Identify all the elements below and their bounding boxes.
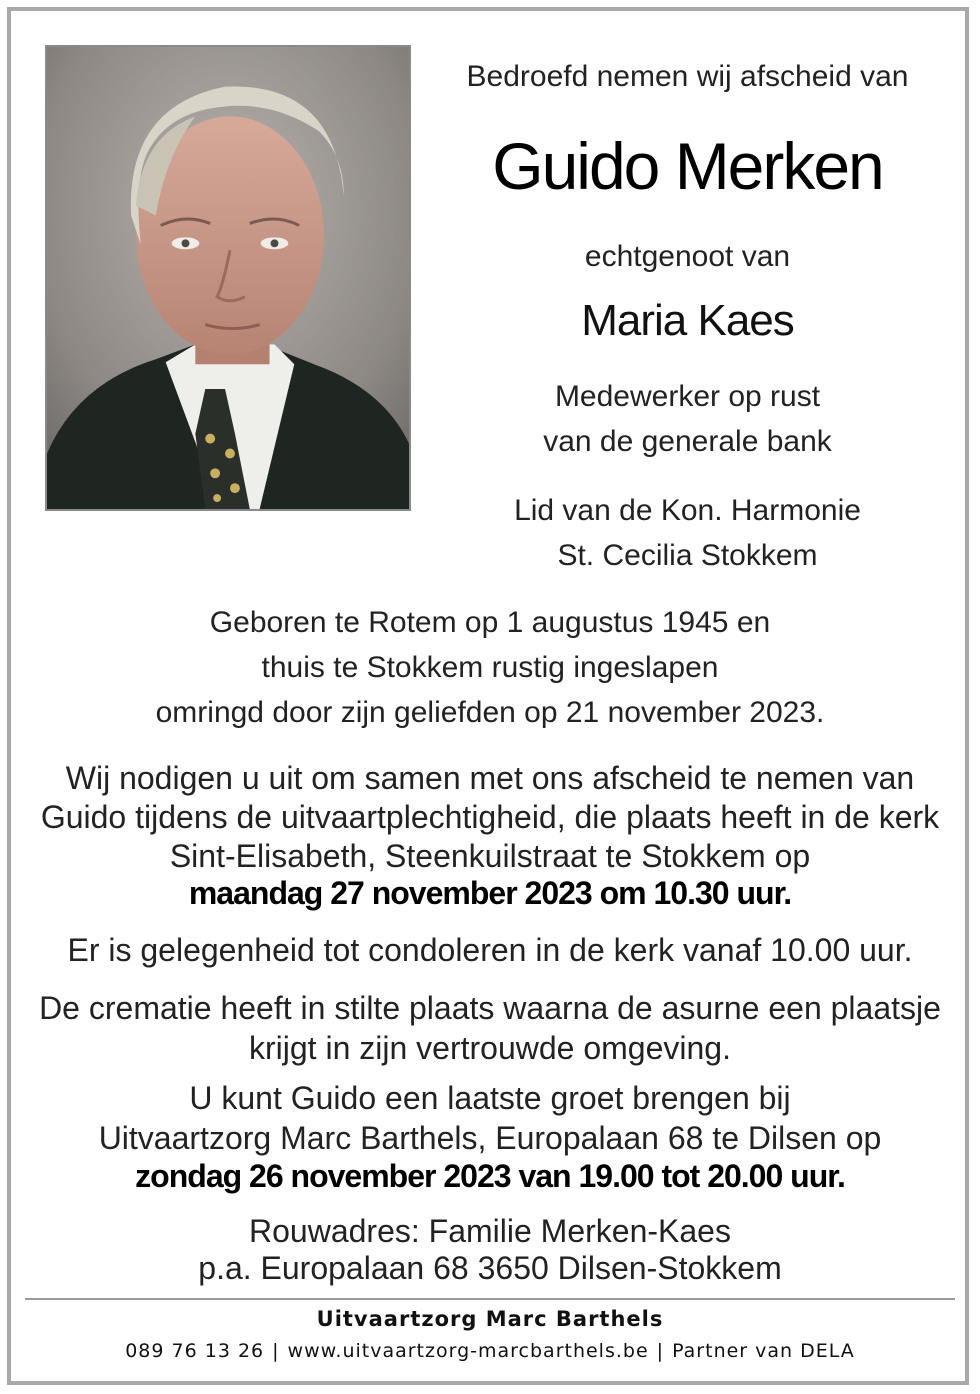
condolence-text: Er is gelegenheid tot condoleren in de kerk vanaf 10.00 uur. [67, 932, 913, 968]
footer-phone[interactable]: 089 76 13 26 [125, 1340, 265, 1362]
footer-separator: | [272, 1340, 280, 1362]
cremation-line-1: De crematie heeft in stilte plaats waarna de asurne een plaatsje [39, 990, 941, 1026]
occupation-line-1: Medewerker op rust [554, 380, 821, 413]
mourning-address-line-1: Rouwadres: Familie Merken-Kaes [249, 1213, 731, 1249]
visitation-date-time: zondag 26 november 2023 van 19.00 tot 20.00 uur. [135, 1158, 845, 1194]
membership-line-1: Lid van de Kon. Harmonie [514, 494, 861, 527]
membership-line-2: St. Cecilia Stokkem [557, 539, 818, 572]
birth-death-line-2: thuis te Stokkem rustig ingeslapen [261, 651, 719, 684]
spouse-name: Maria Kaes [581, 296, 794, 345]
occupation-line-2: van de generale bank [543, 425, 832, 458]
footer-divider [25, 1298, 955, 1300]
visitation-line-1: U kunt Guido een laatste groet brengen bij [189, 1080, 791, 1116]
funeral-company-name: Uitvaartzorg Marc Barthels [316, 1307, 664, 1331]
footer-website[interactable]: www.uitvaartzorg-marcbarthels.be [287, 1340, 649, 1362]
spouse-label: echtgenoot van [584, 240, 791, 273]
invitation-line-2: Guido tijdens de uitvaartplechtigheid, die plaats heeft in de kerk [40, 799, 940, 835]
invitation-line-1: Wij nodigen u uit om samen met ons afscheid te nemen van [65, 760, 915, 796]
footer-partner: Partner van DELA [672, 1340, 855, 1362]
mourning-address-line-2: p.a. Europalaan 68 3650 Dilsen-Stokkem [198, 1250, 782, 1286]
funeral-date-time: maandag 27 november 2023 om 10.30 uur. [188, 875, 792, 911]
portrait-photo [45, 45, 411, 511]
footer-separator: | [656, 1340, 665, 1362]
visitation-line-2: Uitvaartzorg Marc Barthels, Europalaan 68 te Dilsen op [98, 1120, 882, 1156]
birth-death-line-3: omringd door zijn geliefden op 21 november 2023. [155, 696, 825, 729]
intro-text: Bedroefd nemen wij afscheid van [466, 60, 909, 93]
footer-contact [20, 1340, 960, 1362]
invitation-line-3: Sint-Elisabeth, Steenkuilstraat te Stokkem op [169, 838, 811, 874]
cremation-line-2: krijgt in zijn vertrouwde omgeving. [249, 1030, 731, 1066]
birth-death-line-1: Geboren te Rotem op 1 augustus 1945 en [209, 606, 771, 639]
deceased-name: Guido Merken [492, 129, 883, 203]
